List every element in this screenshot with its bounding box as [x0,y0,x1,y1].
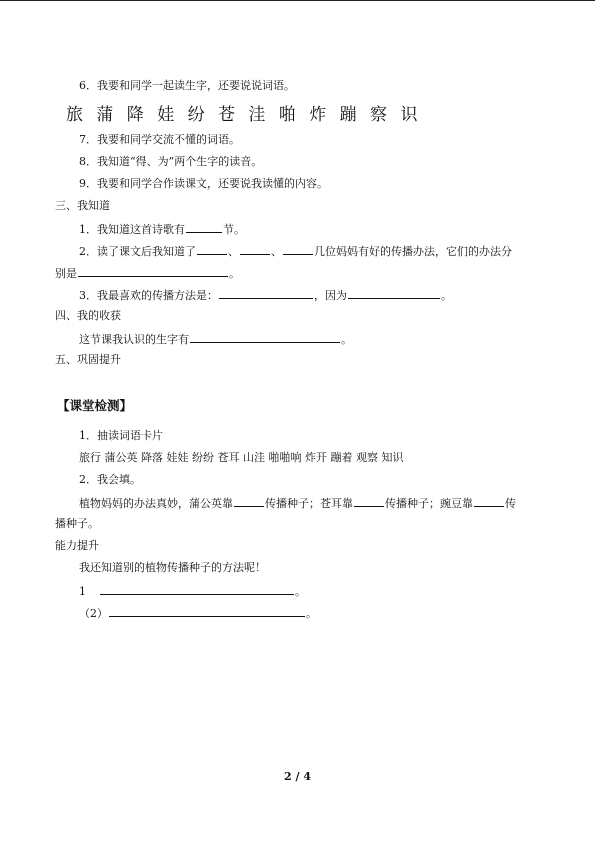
fill-sentence: 植物妈妈的办法真妙，蒲公英靠 传播种子；苍耳靠 传播种子；豌豆靠 传 [79,497,516,510]
word-cards: 旅行 蒲公英 降落 娃娃 纷纷 苍耳 山洼 啪啪响 炸开 蹦着 观察 知识 [79,451,404,464]
s4-text: 这节课我认识的生字有 。 [79,333,352,346]
ability-answer-2: （2） 。 [79,607,317,620]
item-9: 9．我要和同学合作读课文，还要说我读懂的内容。 [79,177,328,190]
check-q2: 2．我会填。 [79,473,141,486]
s3-q2-cont: 别是 。 [55,267,240,280]
s3-q2: 2．读了课文后我知道了 、 、 几位妈妈有好的传播办法，它们的办法分 [79,245,512,258]
answer-blank[interactable] [109,605,305,617]
s3-q3: 3．我最喜欢的传播方法是： ，因为 。 [79,289,452,302]
item-6: 6．我要和同学一起读生字，还要说说词语。 [79,79,295,92]
answer-blank[interactable] [100,583,294,595]
check-q1: 1．抽读词语卡片 [79,429,163,442]
ability-text: 我还知道别的植物传播种子的方法呢！ [79,561,266,574]
answer-blank[interactable] [348,287,440,299]
item-8: 8．我知道“得、为”两个生字的读音。 [79,155,263,168]
s3-q1: 1．我知道这首诗歌有 节。 [79,223,245,236]
ability-title: 能力提升 [55,539,99,552]
answer-blank[interactable] [283,243,313,255]
item-7: 7．我要和同学交流不懂的词语。 [79,133,240,146]
answer-blank[interactable] [240,243,270,255]
answer-blank[interactable] [197,243,227,255]
top-rule [0,0,595,1]
page-number: 2 / 4 [284,770,311,783]
ability-answer-1: 1 。 [79,585,306,598]
section-4-title: 四、我的收获 [55,309,121,322]
answer-blank[interactable] [190,331,340,343]
fill-sentence-cont: 播种子。 [55,517,99,530]
answer-blank[interactable] [186,221,222,233]
answer-blank[interactable] [354,495,384,507]
classroom-check-title: 【课堂检测】 [57,398,133,413]
section-5-title: 五、巩固提升 [55,353,121,366]
answer-blank[interactable] [78,265,228,277]
answer-blank[interactable] [474,495,504,507]
answer-blank[interactable] [219,287,313,299]
new-characters-row: 旅 蒲 降 娃 纷 苍 洼 啪 炸 蹦 察 识 [66,105,422,125]
section-3-title: 三、我知道 [55,199,110,212]
answer-blank[interactable] [234,495,264,507]
